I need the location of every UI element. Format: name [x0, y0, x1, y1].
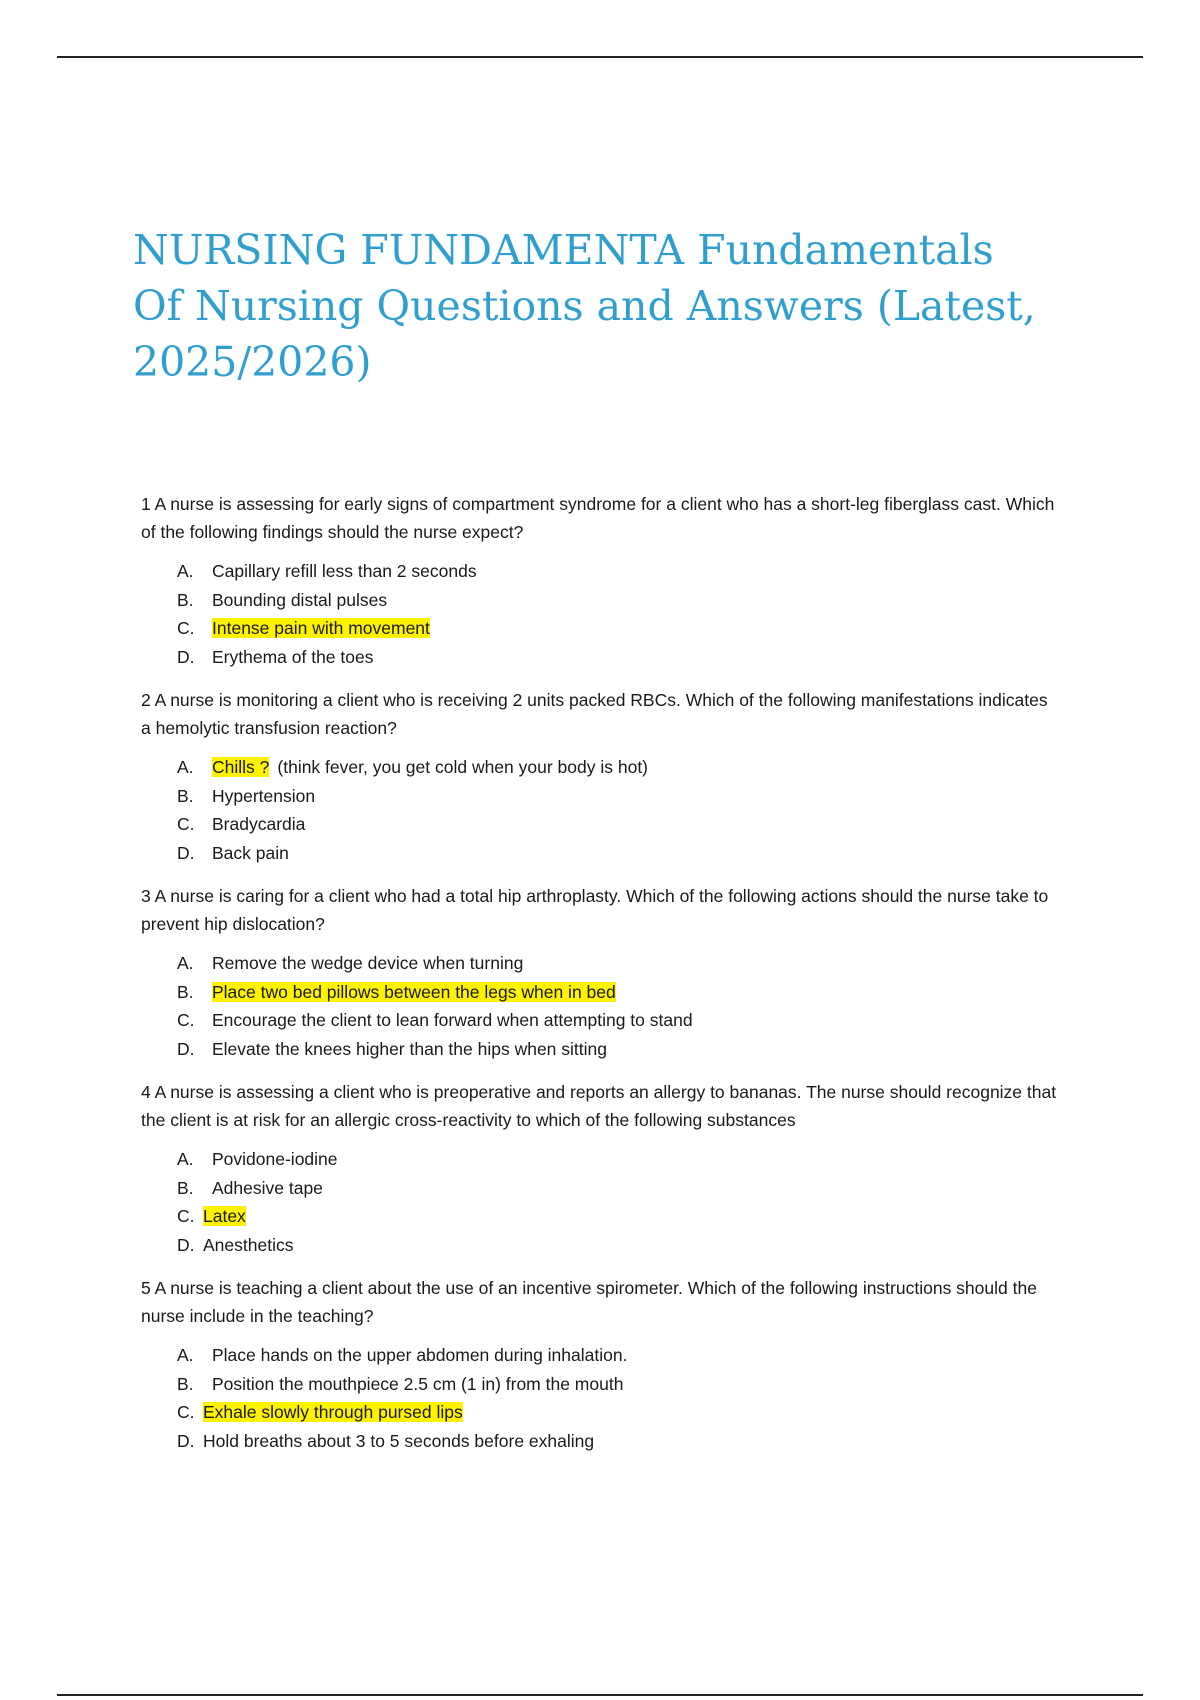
option-text: Encourage the client to lean forward when attempting to stand — [212, 1010, 693, 1030]
answer-option — [141, 782, 1061, 811]
option-body — [212, 782, 315, 811]
option-letter: C. — [177, 1206, 195, 1226]
option-letter: B. — [177, 1177, 194, 1198]
answer-option — [141, 810, 1061, 839]
question-text: 3 A nurse is caring for a client who had a total hip arthroplasty. Which of the following actions should the nurse take to prevent hip dislocation? — [141, 886, 1049, 934]
correct-answer-highlight: Exhale slowly through pursed lips — [203, 1402, 463, 1422]
option-text: Place hands on the upper abdomen during inhalation. — [212, 1345, 628, 1365]
option-body — [212, 1035, 607, 1064]
option-body — [212, 1006, 693, 1035]
footer-rule — [57, 1694, 1143, 1696]
question-text: 2 A nurse is monitoring a client who is receiving 2 units packed RBCs. Which of the following manifestations indicates a hemolytic transfusion reaction? — [141, 690, 1048, 738]
option-body — [203, 1398, 463, 1427]
answer-option — [141, 643, 1061, 672]
question-5 — [141, 1274, 1061, 1455]
option-body — [212, 557, 477, 586]
answer-option — [141, 978, 1061, 1007]
answer-options — [141, 753, 1061, 867]
answer-options — [141, 1341, 1061, 1455]
option-body — [212, 978, 616, 1007]
option-text: Back pain — [212, 842, 289, 863]
option-text: Hold breaths about 3 to 5 seconds before exhaling — [203, 1430, 595, 1451]
question-text: 5 A nurse is teaching a client about the use of an incentive spirometer. Which of the following instructions should the nurse include in the teaching? — [141, 1278, 1037, 1326]
option-text: Bounding distal pulses — [212, 589, 388, 610]
option-letter: A. — [177, 953, 194, 973]
answer-options — [141, 949, 1061, 1063]
option-letter: C. — [177, 618, 195, 638]
correct-answer-highlight: Place two bed pillows between the legs when in bed — [212, 981, 616, 1002]
option-letter: A. — [177, 1149, 194, 1169]
option-letter: D. — [177, 1234, 195, 1255]
option-letter: D. — [177, 1430, 195, 1451]
correct-answer-highlight: Intense pain with movement — [212, 618, 430, 638]
option-letter: D. — [177, 842, 195, 863]
option-letter: D. — [177, 646, 195, 667]
option-body — [212, 810, 305, 839]
option-body — [212, 1370, 623, 1399]
answer-option — [141, 1231, 1061, 1260]
answer-option — [141, 614, 1061, 643]
answer-options — [141, 1145, 1061, 1259]
option-body — [212, 643, 373, 672]
header-rule — [57, 56, 1143, 58]
answer-option — [141, 839, 1061, 868]
option-body — [212, 1341, 627, 1370]
option-letter: B. — [177, 981, 194, 1002]
answer-option — [141, 1145, 1061, 1174]
answer-option — [141, 1341, 1061, 1370]
option-text: Povidone-iodine — [212, 1149, 338, 1169]
question-list — [141, 490, 1061, 1470]
option-body — [212, 614, 430, 643]
option-letter: C. — [177, 814, 195, 834]
option-letter: A. — [177, 1345, 194, 1365]
answer-option — [141, 1006, 1061, 1035]
answer-option — [141, 1398, 1061, 1427]
answer-option — [141, 949, 1061, 978]
question-4 — [141, 1078, 1061, 1259]
correct-answer-highlight: Chills ? — [212, 757, 270, 777]
option-body — [212, 586, 387, 615]
option-text: Elevate the knees higher than the hips when sitting — [212, 1038, 607, 1059]
option-text: Position the mouthpiece 2.5 cm (1 in) from the mouth — [212, 1373, 624, 1394]
option-body — [203, 1231, 293, 1260]
question-2 — [141, 686, 1061, 867]
answer-option — [141, 753, 1061, 782]
option-body — [212, 839, 289, 868]
option-letter: B. — [177, 1373, 194, 1394]
answer-option — [141, 1202, 1061, 1231]
option-body — [212, 949, 523, 978]
option-letter: A. — [177, 561, 194, 581]
option-body — [203, 1427, 594, 1456]
option-letter: B. — [177, 785, 194, 806]
answer-option — [141, 1174, 1061, 1203]
option-text: Hypertension — [212, 785, 316, 806]
question-1 — [141, 490, 1061, 671]
option-text: Remove the wedge device when turning — [212, 953, 524, 973]
answer-option — [141, 586, 1061, 615]
option-letter: B. — [177, 589, 194, 610]
answer-option — [141, 1370, 1061, 1399]
option-letter: C. — [177, 1402, 195, 1422]
option-body — [203, 1202, 246, 1231]
option-text: Anesthetics — [203, 1234, 294, 1255]
option-text: Adhesive tape — [212, 1177, 323, 1198]
option-body — [212, 1174, 323, 1203]
correct-answer-highlight: Latex — [203, 1206, 246, 1226]
question-text: 4 A nurse is assessing a client who is preoperative and reports an allergy to bananas. The nurse should recognize that the client is at risk for an allergic cross-reactivity to which of the following substances — [141, 1082, 1057, 1130]
option-text: Capillary refill less than 2 seconds — [212, 561, 477, 581]
option-body — [212, 1145, 338, 1174]
answer-option — [141, 1035, 1061, 1064]
option-letter: D. — [177, 1038, 195, 1059]
option-note: (think fever, you get cold when your body is hot) — [277, 757, 649, 777]
answer-option — [141, 557, 1061, 586]
option-letter: A. — [177, 757, 194, 777]
document-title: NURSING FUNDAMENTA Fundamentals Of Nursing Questions and Answers (Latest, 2025/2026) — [133, 226, 1036, 386]
answer-option — [141, 1427, 1061, 1456]
option-text: Bradycardia — [212, 814, 306, 834]
answer-options — [141, 557, 1061, 671]
option-text: Erythema of the toes — [212, 646, 374, 667]
question-text: 1 A nurse is assessing for early signs of compartment syndrome for a client who has a short-leg fiberglass cast. Which of the following findings should the nurse expect? — [141, 494, 1055, 542]
option-body — [212, 753, 648, 782]
option-letter: C. — [177, 1010, 195, 1030]
question-3 — [141, 882, 1061, 1063]
